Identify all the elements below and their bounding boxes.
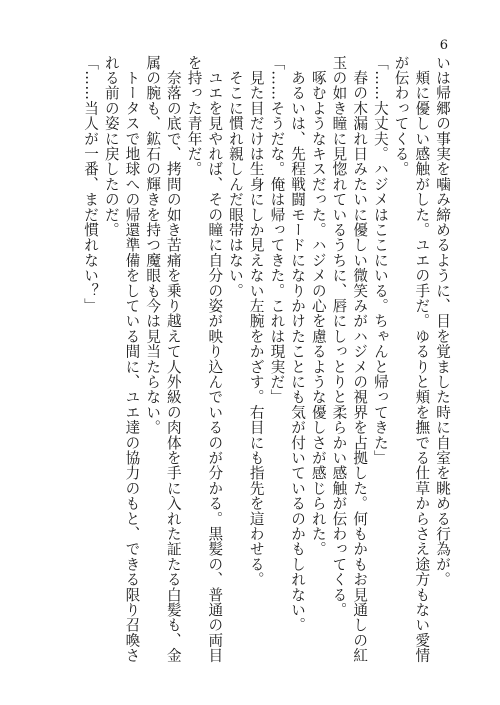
page-number: 6: [439, 38, 448, 53]
text-line: 属の腕も、鉱石の輝きを持つ魔眼も今は見当たらない。: [144, 55, 162, 435]
text-line: 奈落の底で、拷問の如き苦痛を乗り越えて人外級の肉体を手に入れた証たる白髪も、金: [164, 55, 182, 663]
text-line: 頬に優しい感触がした。ユエの手だ。ゆるりと頬を撫でる仕草からさえ途方もない愛情: [413, 55, 431, 663]
text-line: 啄むようなキスだった。ハジメの心を慮るような優しさが感じられた。: [309, 55, 327, 557]
text-line: いは帰郷の事実を噛み締めるように、目を覚ました時に自室を眺める行為が。: [434, 55, 451, 587]
text-line: トータスで地球への帰還準備をしている間に、ユエ達の協力のもと、できる限り召喚さ: [123, 55, 141, 663]
text-line: 「……当人が一番、まだ慣れない？」: [82, 55, 100, 314]
text-line: が伝わってくる。: [392, 55, 410, 177]
text-line: 「……そうだな。俺は帰ってきた。これは現実だ」: [268, 55, 286, 405]
text-line: れる前の姿に戻したのだ。: [102, 55, 120, 238]
text-line: 春の木漏れ日みたいに優しい微笑みがハジメの視界を占拠した。何もかもお見通しの紅: [351, 55, 369, 663]
text-line: を持った青年だ。: [185, 55, 203, 177]
body-text: [32, 55, 452, 665]
text-line: 「……大丈夫。ハジメはここにいる。ちゃんと帰ってきた」: [371, 55, 389, 466]
text-line: 玉の如き瞳に見惚れているうちに、唇にしっとりと柔らかい感触が伝わってくる。: [330, 55, 348, 618]
text-line: そこに慣れ親しんだ眼帯はない。: [226, 55, 244, 299]
text-line: ユエを見やれば、その瞳に自分の姿が映り込んでいるのが分かる。黒髪の、普通の両目: [206, 55, 224, 663]
text-line: 見た目だけは生身にしか見えない左腕をかざす。右目にも指先を這わせる。: [247, 55, 265, 587]
text-line: あるいは、先程戦闘モードになりかけたことにも気が付いているのかもしれない。: [289, 55, 307, 633]
